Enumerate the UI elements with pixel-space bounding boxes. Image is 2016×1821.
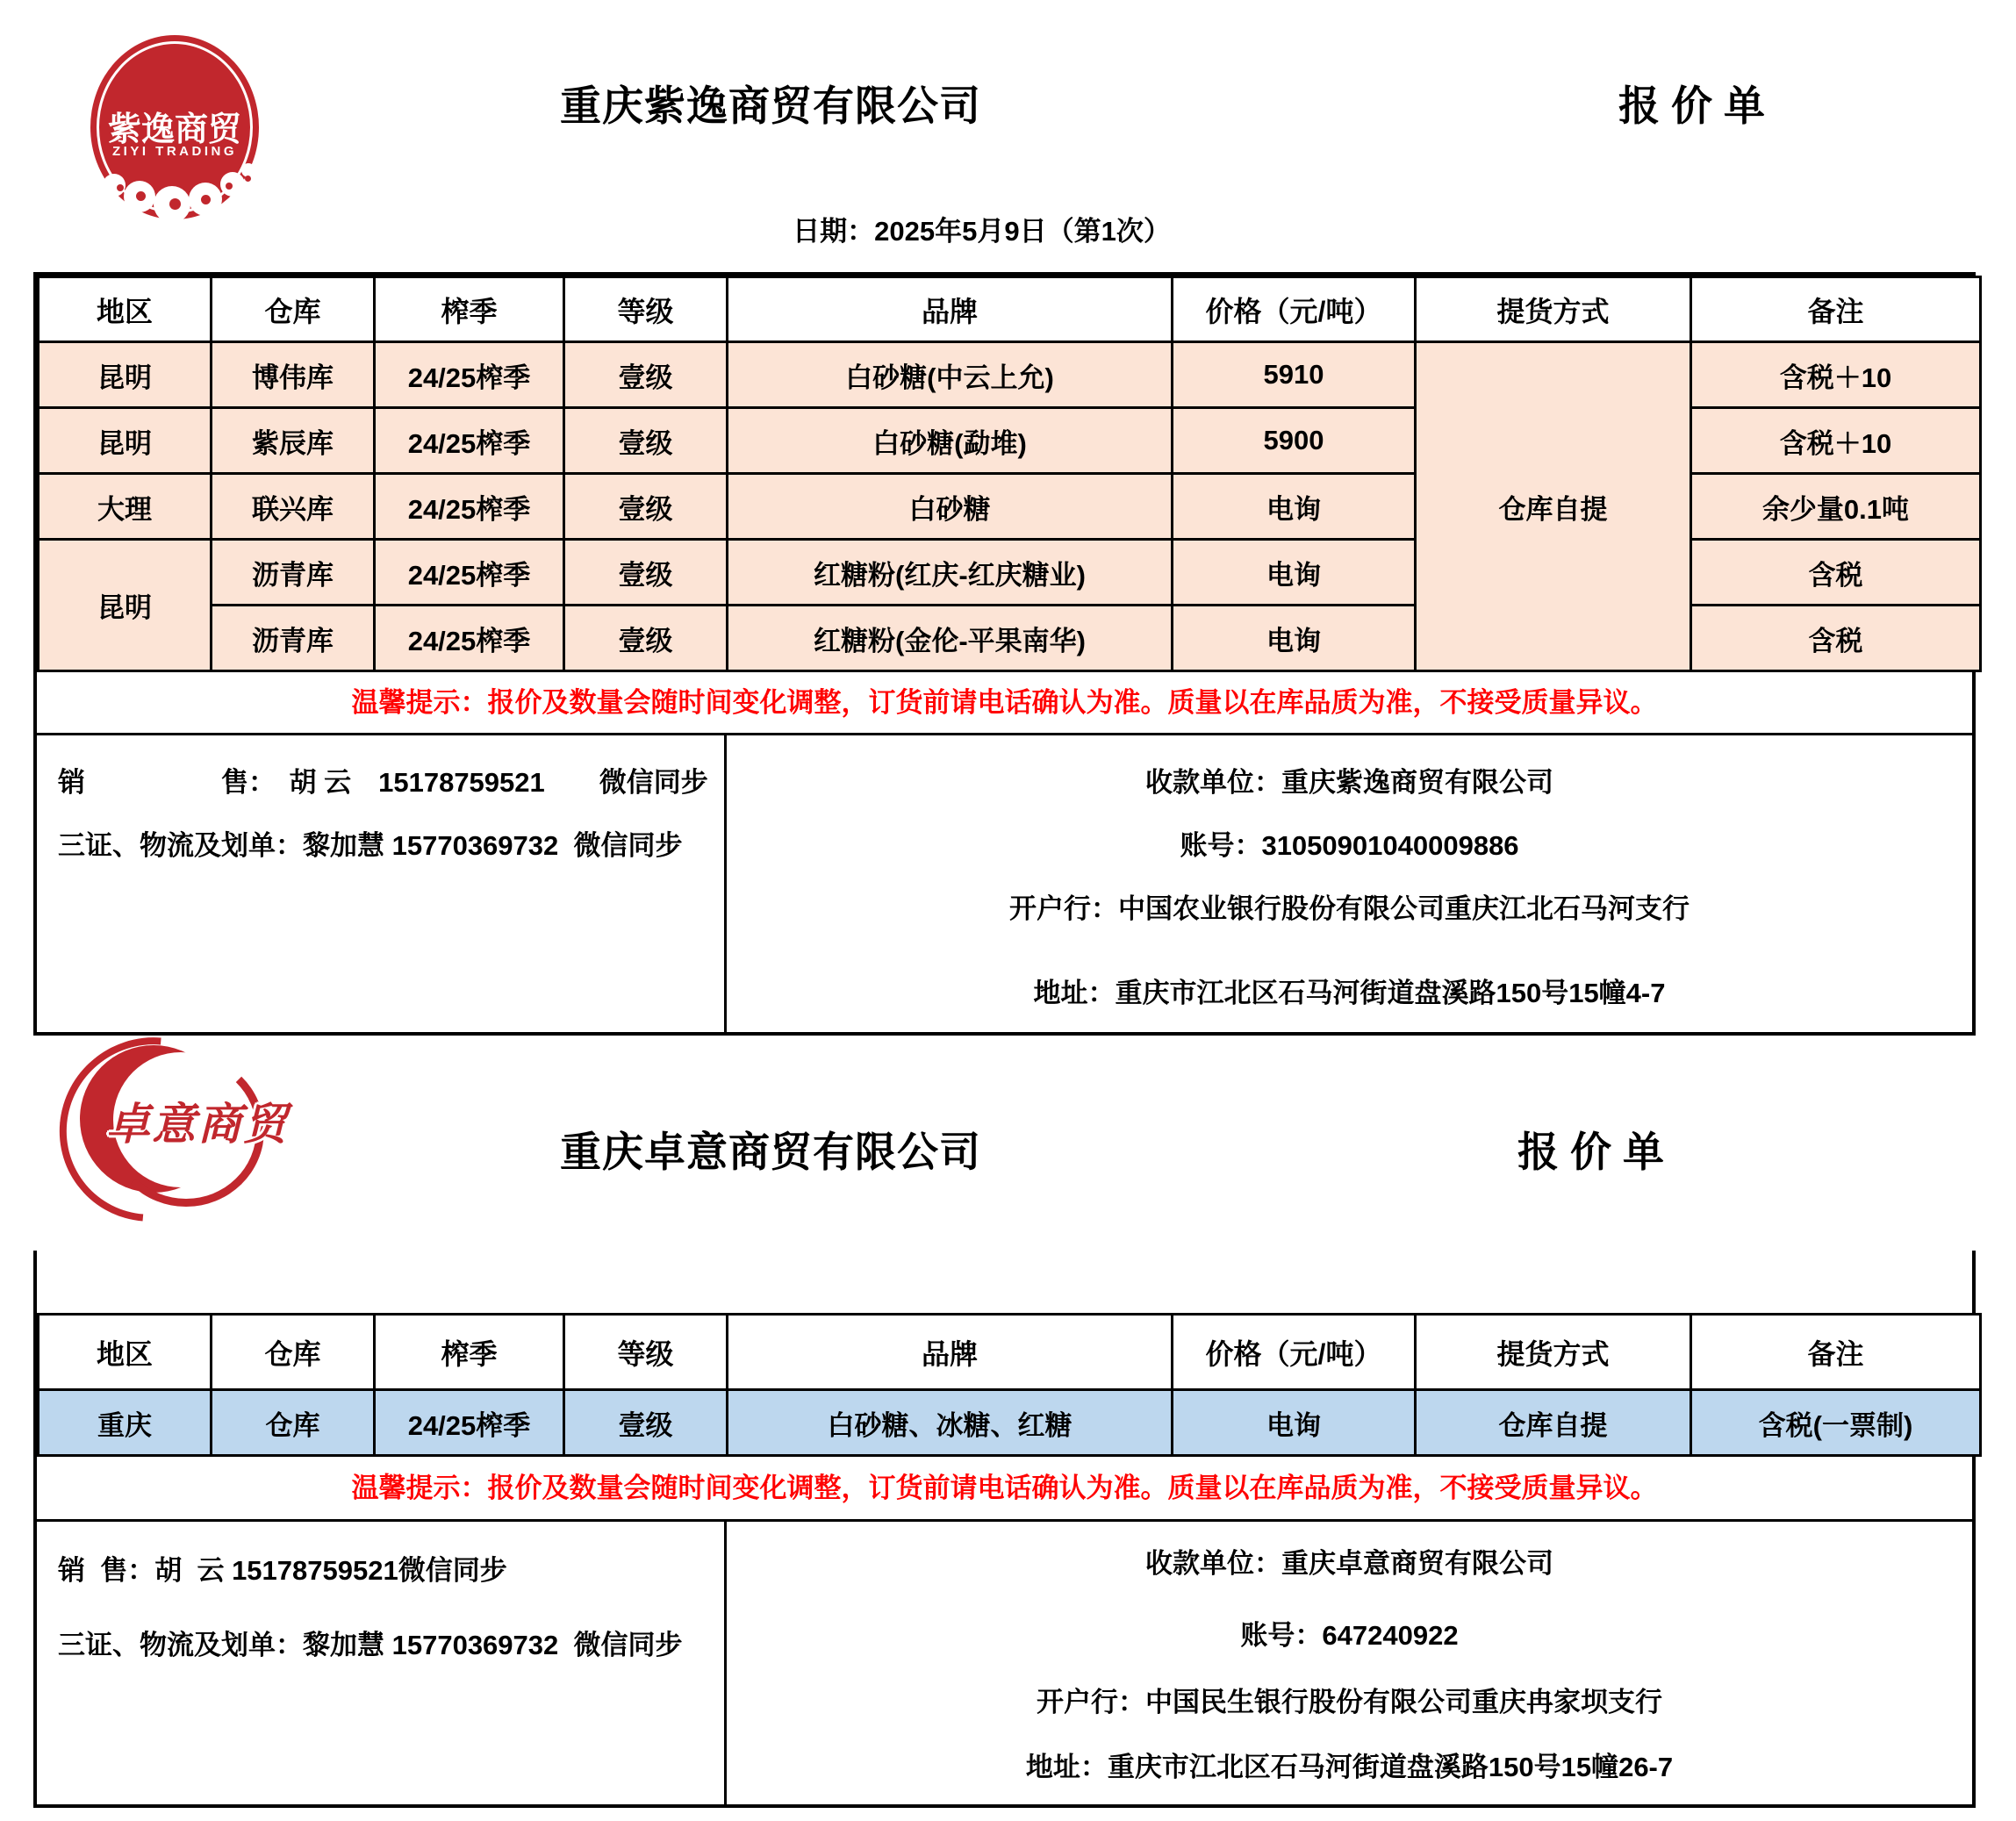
ziyi-logo-dot <box>226 183 233 190</box>
sales-contact-line: 销 售：胡 云 15178759521微信同步 <box>58 1555 507 1586</box>
col-header-warehouse: 仓库 <box>212 1315 375 1390</box>
cell-grade: 壹级 <box>564 540 728 606</box>
ziyi-quote-box <box>33 272 1976 1036</box>
cell-season: 24/25榨季 <box>375 474 564 540</box>
cell-note: 含税(一票制) <box>1691 1390 1981 1456</box>
ziyi-company-title: 重庆紫逸商贸有限公司 <box>560 82 981 129</box>
cell-region: 重庆 <box>39 1390 212 1456</box>
cell-note: 含税＋10 <box>1691 408 1981 474</box>
col-header-brand: 品牌 <box>728 277 1173 342</box>
zhuoyi-quote-box <box>33 1251 1976 1808</box>
cell-region: 大理 <box>39 474 212 540</box>
cell-price: 电询 <box>1173 540 1416 606</box>
ziyi-footer <box>37 735 1972 1032</box>
bank-branch-line: 开户行：中国民生银行股份有限公司重庆冉家坝支行 <box>1037 1687 1662 1717</box>
ziyi-date-line: 日期：2025年5月9日（第1次） <box>793 216 1171 247</box>
date-row-spacer <box>37 1251 1972 1313</box>
cell-price: 电询 <box>1173 1390 1416 1456</box>
sales-contact-line: 销 售： 胡 云 15178759521 微信同步 <box>58 767 708 798</box>
quote-row <box>39 1390 1981 1456</box>
col-header-brand: 品牌 <box>728 1315 1173 1390</box>
cell-warehouse: 紫辰库 <box>212 408 375 474</box>
cell-pickup-method: 仓库自提 <box>1416 1390 1691 1456</box>
zhuoyi-logo <box>48 1040 312 1202</box>
cell-brand: 白砂糖、冰糖、红糖 <box>728 1390 1173 1456</box>
cell-grade: 壹级 <box>564 474 728 540</box>
cell-region-merged: 昆明 <box>39 540 212 671</box>
cell-warehouse: 仓库 <box>212 1390 375 1456</box>
ziyi-logo-name-cn: 紫逸商贸 <box>107 111 241 148</box>
cell-season: 24/25榨季 <box>375 1390 564 1456</box>
ziyi-logo-dot <box>117 184 124 191</box>
zhuoyi-footer <box>37 1522 1972 1804</box>
cell-grade: 壹级 <box>564 408 728 474</box>
ziyi-logo-dot <box>201 195 211 204</box>
account-line: 账号：647240922 <box>1240 1620 1459 1651</box>
col-header-grade: 等级 <box>564 1315 728 1390</box>
quality-warning-text: 温馨提示：报价及数量会随时间变化调整，订货前请电话确认为准。质量以在库品质为准，不接受质量异议。 <box>37 1457 1972 1522</box>
account-line: 账号：31050901040009886 <box>1180 830 1519 861</box>
cell-brand: 白砂糖(中云上允) <box>728 342 1173 408</box>
cell-season: 24/25榨季 <box>375 408 564 474</box>
cell-warehouse: 联兴库 <box>212 474 375 540</box>
col-header-region: 地区 <box>39 277 212 342</box>
cell-note: 含税＋10 <box>1691 342 1981 408</box>
cell-brand: 红糖粉(金伦-平果南华) <box>728 606 1173 671</box>
payee-line: 收款单位：重庆紫逸商贸有限公司 <box>1145 767 1553 798</box>
cell-region: 昆明 <box>39 342 212 408</box>
cell-season: 24/25榨季 <box>375 342 564 408</box>
cell-price: 5910 <box>1173 342 1416 408</box>
cell-warehouse: 博伟库 <box>212 342 375 408</box>
cell-brand: 白砂糖 <box>728 474 1173 540</box>
cell-note: 含税 <box>1691 606 1981 671</box>
cell-grade: 壹级 <box>564 1390 728 1456</box>
col-header-price: 价格（元/吨） <box>1173 277 1416 342</box>
col-header-season: 榨季 <box>375 1315 564 1390</box>
zhuoyi-bank-panel <box>727 1522 1972 1804</box>
cell-grade: 壹级 <box>564 606 728 671</box>
cell-warehouse: 沥青库 <box>212 606 375 671</box>
quote-row <box>39 342 1981 408</box>
ziyi-contact-panel <box>37 735 727 1032</box>
cell-note: 余少量0.1吨 <box>1691 474 1981 540</box>
cell-region: 昆明 <box>39 408 212 474</box>
zhuoyi-contact-panel <box>37 1522 727 1804</box>
ziyi-bank-panel <box>727 735 1972 1032</box>
logistics-contact-line: 三证、物流及划单：黎加慧 15770369732 微信同步 <box>58 1630 683 1660</box>
header-row <box>39 277 1981 342</box>
quality-warning-text: 温馨提示：报价及数量会随时间变化调整，订货前请电话确认为准。质量以在库品质为准，不接受质量异议。 <box>37 672 1972 735</box>
cell-price: 电询 <box>1173 474 1416 540</box>
col-header-pickup: 提货方式 <box>1416 1315 1691 1390</box>
ziyi-logo-name-en: ZIYI TRADING <box>112 144 237 159</box>
cell-price: 5900 <box>1173 408 1416 474</box>
cell-season: 24/25榨季 <box>375 606 564 671</box>
zhuoyi-doc-type-label: 报价单 <box>1517 1129 1675 1175</box>
cell-note: 含税 <box>1691 540 1981 606</box>
cell-season: 24/25榨季 <box>375 540 564 606</box>
zhuoyi-quote-table <box>37 1313 1982 1457</box>
col-header-warehouse: 仓库 <box>212 277 375 342</box>
col-header-region: 地区 <box>39 1315 212 1390</box>
cell-pickup-method-merged: 仓库自提 <box>1416 342 1691 671</box>
header-row <box>39 1315 1981 1390</box>
ziyi-logo <box>90 35 259 219</box>
zhuoyi-logo-text: 卓意商贸 <box>106 1100 289 1149</box>
cell-price: 电询 <box>1173 606 1416 671</box>
cell-grade: 壹级 <box>564 342 728 408</box>
ziyi-logo-bubble <box>220 172 245 197</box>
logistics-contact-line: 三证、物流及划单：黎加慧 15770369732 微信同步 <box>58 830 683 861</box>
zhuoyi-company-title: 重庆卓意商贸有限公司 <box>560 1129 981 1175</box>
cell-warehouse: 沥青库 <box>212 540 375 606</box>
cell-brand: 红糖粉(红庆-红庆糖业) <box>728 540 1173 606</box>
cell-brand: 白砂糖(勐堆) <box>728 408 1173 474</box>
col-header-grade: 等级 <box>564 277 728 342</box>
address-line: 地址：重庆市江北区石马河街道盘溪路150号15幢26-7 <box>1025 1752 1674 1782</box>
bank-branch-line: 开户行：中国农业银行股份有限公司重庆江北石马河支行 <box>1009 893 1690 924</box>
col-header-note: 备注 <box>1691 277 1981 342</box>
col-header-pickup: 提货方式 <box>1416 277 1691 342</box>
ziyi-logo-dot <box>245 176 251 182</box>
payee-line: 收款单位：重庆卓意商贸有限公司 <box>1145 1548 1553 1579</box>
address-line: 地址：重庆市江北区石马河街道盘溪路150号15幢4-7 <box>1033 978 1666 1008</box>
col-header-price: 价格（元/吨） <box>1173 1315 1416 1390</box>
ziyi-logo-dot <box>136 191 146 201</box>
col-header-note: 备注 <box>1691 1315 1981 1390</box>
ziyi-quote-table <box>37 276 1982 672</box>
ziyi-doc-type-label: 报价单 <box>1618 82 1776 129</box>
col-header-season: 榨季 <box>375 277 564 342</box>
